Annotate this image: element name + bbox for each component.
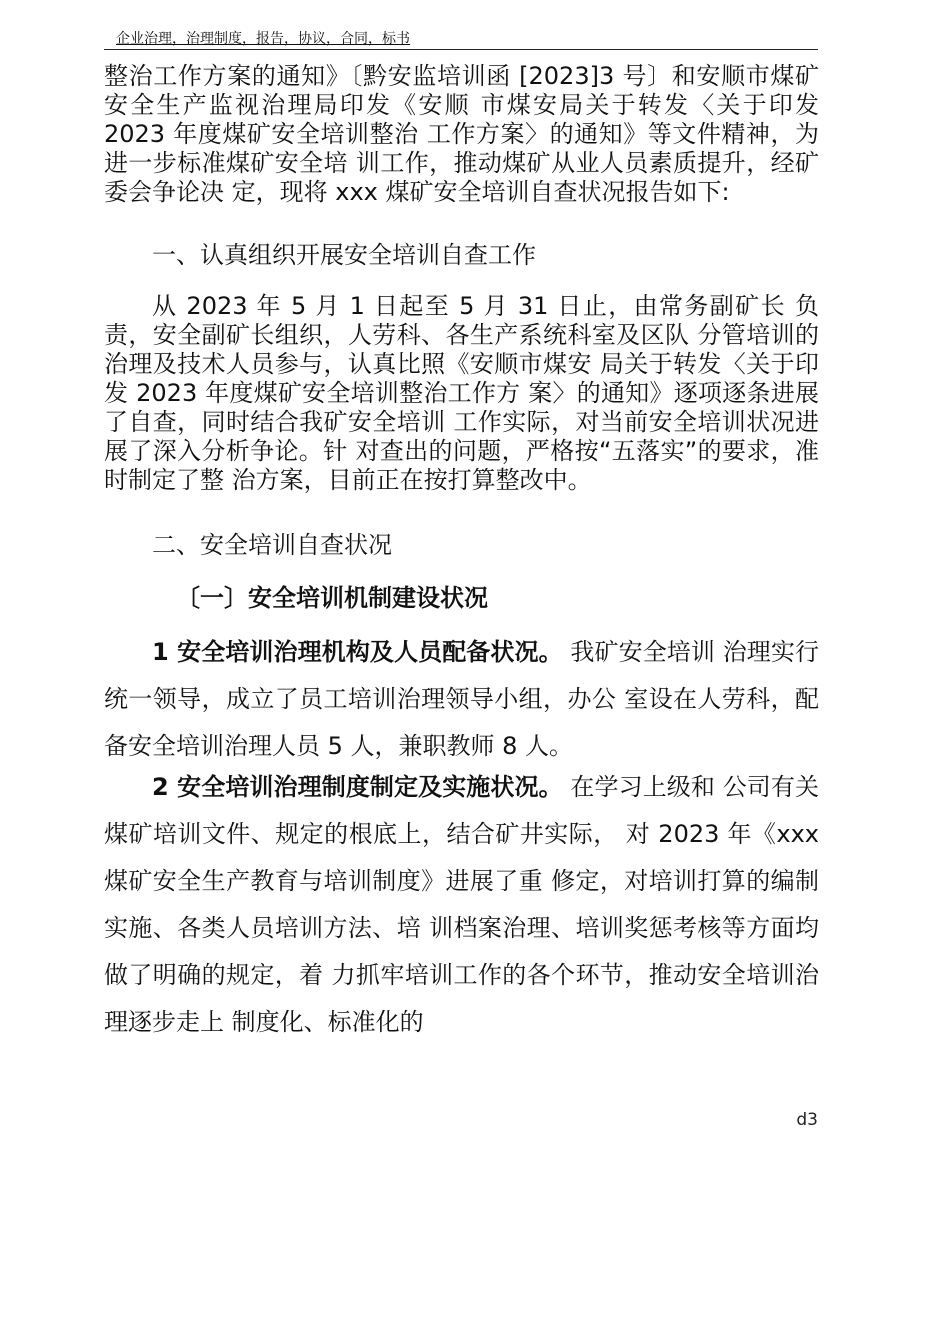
page-header (104, 30, 818, 50)
section-heading-1: 一、认真组织开展安全培训自查工作 (152, 241, 536, 269)
paragraph-organization (104, 629, 819, 770)
paragraph-organization-title: 1 安全培训治理机构及人员配备状况。 (152, 638, 563, 666)
paragraph-self-check: 从 2023 年 5 月 1 日起至 5 月 31 日止，由常务副矿长 负责，安全副矿长组织，人劳科、各生产系统科室及区队 分管培训的治理及技术人员参与，认真比照《安顺市煤安 局关于转发〈关于印发 2023 年度煤矿安全培训整治工作方 案〉的通知》逐项逐条进展了自查，同时结合我矿安全培训 工作实际，对当前安全培训状况进展了深入分析争论。针 对查出的问题，严格按“五落实”的要求，准时制定了整 治方案，目前正在按打算整改中。 (104, 292, 819, 494)
paragraph-organization-text: 我矿安全培训 治理实行统一领导，成立了员工培训治理领导小组，办公 室设在人劳科，配备安全培训治理人员 5 人，兼职教师 8 人。 (104, 638, 819, 760)
subsection-heading: 〔一〕安全培训机制建设状况 (176, 584, 488, 612)
paragraph-regulations-text: 在学习上级和 公司有关煤矿培训文件、规定的根底上，结合矿井实际， 对 2023 年《xxx 煤矿安全生产教育与培训制度》进展了重 修定，对培训打算的编制实施、各类人员培训方法、培 训档案治理、培训奖惩考核等方面均做了明确的规定，着 力抓牢培训工作的各个环节，推动安全培训治理逐步走上 制度化、标准化的 (104, 773, 819, 1036)
paragraph-intro: 整治工作方案的通知》〔黔安监培训函 [2023]3 号〕和安顺市煤矿安全生产监视治理局印发《安顺 市煤安局关于转发〈关于印发 2023 年度煤矿安全培训整治 工作方案〉的通知》等文件精神，为进一步标准煤矿安全培 训工作，推动煤矿从业人员素质提升，经矿委会争论决 定，现将 xxx 煤矿安全培训自查状况报告如下: (104, 62, 819, 206)
header-text: 企业治理，治理制度，报告，协议，合同，标书 (116, 31, 410, 47)
page-number: d3 (796, 1110, 818, 1130)
section-heading-2: 二、安全培训自查状况 (152, 531, 392, 559)
paragraph-regulations-title: 2 安全培训治理制度制定及实施状况。 (152, 773, 563, 801)
paragraph-regulations (104, 764, 819, 1046)
document-body (104, 62, 819, 1046)
